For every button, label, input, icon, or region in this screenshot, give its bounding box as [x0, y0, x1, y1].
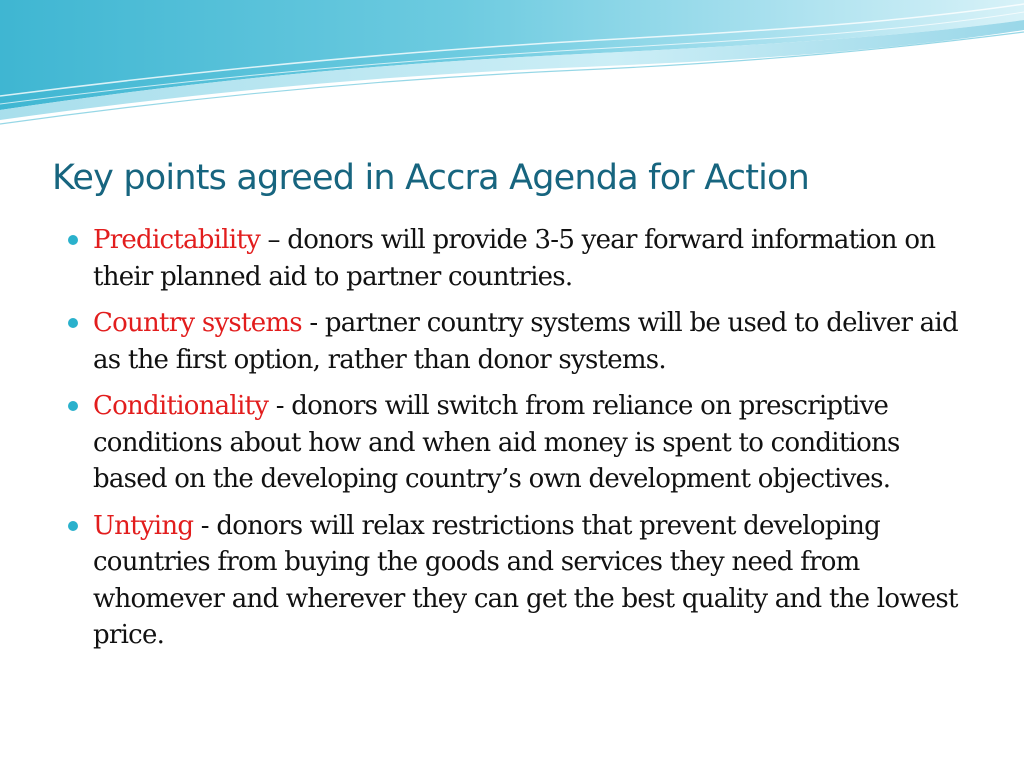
bullet-term: Predictability [93, 225, 261, 255]
bullet-text: – donors will provide 3-5 year forward information on their planned aid to partner countries. [93, 225, 936, 292]
bullet-item-conditionality [68, 388, 968, 498]
bullet-text: - donors will relax restrictions that prevent developing countries from buying the goods and services they need from whomever and wherever they can get the best quality and the lowest price. [93, 510, 958, 650]
bullet-dot-icon [68, 235, 78, 245]
slide-title: Key points agreed in Accra Agenda for Action [52, 158, 810, 198]
bullet-item-country-systems [68, 305, 968, 378]
bullet-item-predictability [68, 222, 968, 295]
bullet-list [68, 222, 968, 664]
bullet-dot-icon [68, 318, 78, 328]
header-wave-decoration [0, 0, 1024, 140]
bullet-text: - partner country systems will be used to deliver aid as the first option, rather than donor systems. [93, 308, 958, 375]
bullet-dot-icon [68, 521, 78, 531]
bullet-term: Conditionality [93, 391, 269, 421]
bullet-text: - donors will switch from reliance on prescriptive conditions about how and when aid money is spent to conditions based on the developing country’s own development objectives. [93, 391, 900, 494]
bullet-item-untying [68, 508, 968, 654]
bullet-term: Untying [93, 510, 194, 541]
bullet-term: Country systems [93, 308, 302, 338]
bullet-dot-icon [68, 401, 78, 411]
